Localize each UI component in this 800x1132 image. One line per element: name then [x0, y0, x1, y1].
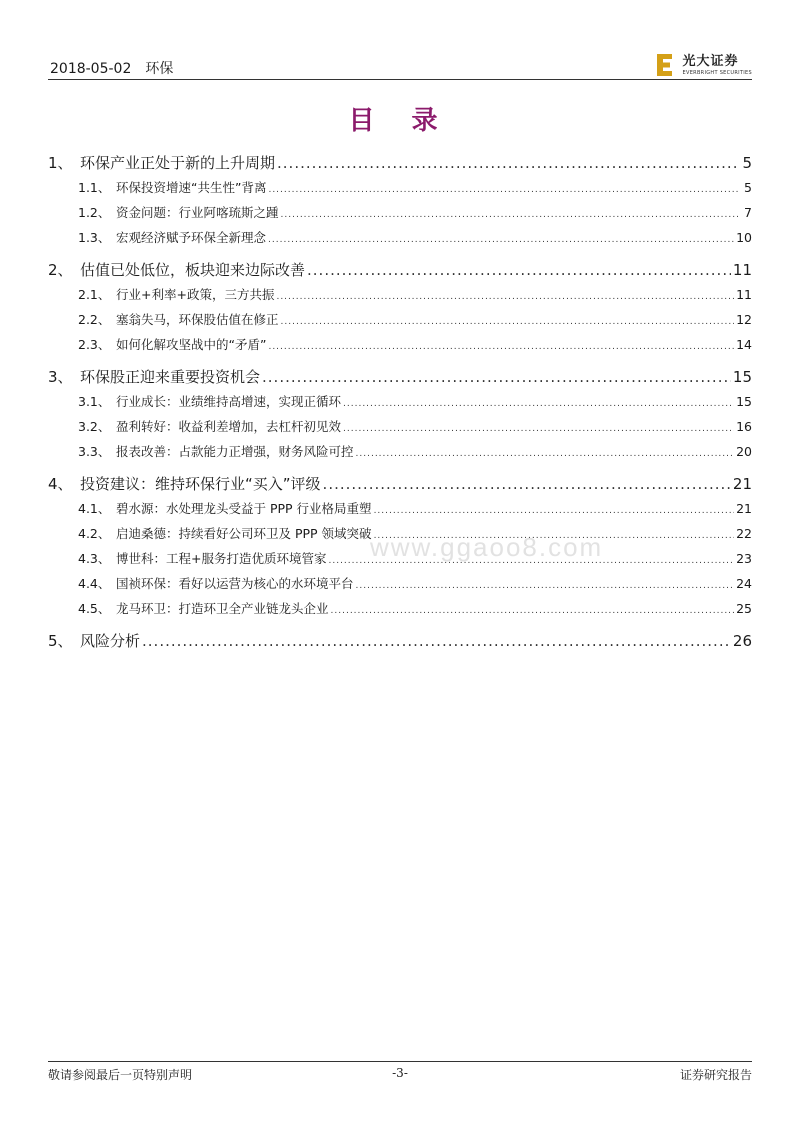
toc-entry-number: 2、: [48, 261, 73, 279]
toc-entry-title: 宏观经济赋予环保全新理念: [116, 230, 267, 245]
footer-divider: [48, 1061, 752, 1062]
toc-entry-number: 3、: [48, 368, 73, 386]
footer-disclaimer: 敬请参阅最后一页特别声明: [48, 1068, 193, 1082]
toc-entry-number: 1.3、: [78, 230, 111, 245]
everbright-logo: [655, 52, 752, 78]
logo-text: [683, 55, 752, 76]
page-number: -3-: [392, 1066, 408, 1080]
toc-entry-title: 风险分析: [80, 632, 141, 650]
toc-entry-page: 25: [736, 601, 752, 616]
toc-leader-dots: [281, 210, 740, 220]
toc-entry-page: 15: [736, 394, 752, 409]
toc-entry-page: 10: [736, 230, 752, 245]
toc-leader-dots: [281, 317, 735, 327]
toc-subsection[interactable]: [48, 335, 752, 360]
toc-entry-page: 24: [736, 576, 752, 591]
toc-entry-page: 16: [736, 419, 752, 434]
logo-name-cn: 光大证券: [682, 53, 739, 69]
toc-section[interactable]: [48, 152, 752, 178]
toc-title: 目 录: [348, 106, 452, 136]
toc-entry-number: 4.3、: [78, 551, 111, 566]
watermark: www.ggaoo8.com: [370, 532, 604, 562]
toc-entry-title: 行业成长：业绩维持高增速，实现正循环: [116, 394, 342, 409]
report-sector: 环保: [145, 61, 174, 77]
toc-entry-number: 4.1、: [78, 501, 111, 516]
toc-leader-dots: [323, 475, 731, 493]
toc-entry-page: 20: [736, 444, 752, 459]
toc-leader-dots: [277, 154, 740, 172]
toc-leader-dots: [262, 368, 731, 386]
toc-entry-number: 4.5、: [78, 601, 111, 616]
toc-entry-number: 4.2、: [78, 526, 111, 541]
logo-name-en: EVERBRIGHT SECURITIES: [682, 69, 752, 76]
toc-entry-page: 11: [736, 287, 752, 302]
footer-report-type: 证券研究报告: [679, 1068, 752, 1082]
toc-subsection[interactable]: [48, 417, 752, 442]
toc-leader-dots: [268, 235, 734, 245]
toc-entry-number: 4.4、: [78, 576, 111, 591]
report-date: 2018-05-02: [50, 61, 132, 77]
toc-leader-dots: [276, 292, 734, 302]
toc-section[interactable]: [48, 259, 752, 285]
toc-subsection[interactable]: [48, 442, 752, 467]
toc-entry-title: 碧水源：水处理龙头受益于 PPP 行业格局重塑: [116, 501, 372, 516]
toc-entry-number: 5、: [48, 632, 73, 650]
toc-entry-title: 估值已处低位，板块迎来边际改善: [80, 261, 306, 279]
toc-entry-number: 3.3、: [78, 444, 111, 459]
toc-subsection[interactable]: [48, 228, 752, 253]
toc-section[interactable]: [48, 366, 752, 392]
toc-entry-page: 14: [736, 337, 752, 352]
toc-entry-title: 环保股正迎来重要投资机会: [80, 368, 261, 386]
toc-entry-title: 塞翁失马，环保股估值在修正: [116, 312, 279, 327]
toc-entry-page: 15: [732, 368, 752, 386]
page-header: [48, 52, 752, 82]
toc-entry-number: 4、: [48, 475, 73, 493]
toc-entry-page: 21: [736, 501, 752, 516]
toc-entry-page: 12: [736, 312, 752, 327]
toc-leader-dots: [268, 342, 734, 352]
toc-entry-title: 行业+利率+政策，三方共振: [116, 287, 275, 302]
toc-entry-number: 1、: [48, 154, 73, 172]
toc-entry-page: 11: [732, 261, 752, 279]
toc-entry-page: 7: [744, 205, 752, 220]
toc-entry-title: 国祯环保：看好以运营为核心的水环境平台: [116, 576, 354, 591]
toc-subsection[interactable]: [48, 310, 752, 335]
logo-icon: [655, 53, 677, 77]
toc-entry-title: 报表改善：占款能力正增强，财务风险可控: [116, 444, 354, 459]
toc-entry-page: 5: [744, 180, 752, 195]
toc-entry-number: 3.2、: [78, 419, 111, 434]
toc-entry-title: 资金问题：行业阿喀琉斯之踵: [116, 205, 279, 220]
toc-leader-dots: [356, 581, 735, 591]
toc-subsection[interactable]: [48, 392, 752, 417]
toc-leader-dots: [356, 449, 735, 459]
toc-entry-number: 1.1、: [78, 180, 111, 195]
toc-subsection[interactable]: [48, 178, 752, 203]
toc-subsection[interactable]: [48, 499, 752, 524]
toc-entry-title: 盈利转好：收益利差增加，去杠杆初见效: [116, 419, 342, 434]
page-footer: [48, 1066, 752, 1086]
toc-leader-dots: [374, 506, 735, 516]
toc-entry-title: 如何化解攻坚战中的“矛盾”: [116, 337, 267, 352]
toc-entry-title: 环保产业正处于新的上升周期: [80, 154, 276, 172]
toc-subsection[interactable]: [48, 203, 752, 228]
toc-entry-page: 22: [736, 526, 752, 541]
toc-leader-dots: [307, 261, 731, 279]
toc-entry-title: 龙马环卫：打造环卫全产业链龙头企业: [116, 601, 329, 616]
toc-entry-page: 21: [732, 475, 752, 493]
toc-entry-page: 23: [736, 551, 752, 566]
toc-entry-number: 3.1、: [78, 394, 111, 409]
toc-subsection[interactable]: [48, 599, 752, 624]
header-meta: [50, 58, 173, 78]
toc-leader-dots: [268, 185, 740, 195]
toc-leader-dots: [331, 606, 735, 616]
toc-entry-page: 26: [732, 632, 752, 650]
toc-entry-number: 2.1、: [78, 287, 111, 302]
toc-section[interactable]: [48, 473, 752, 499]
toc-entry-number: 1.2、: [78, 205, 111, 220]
toc-leader-dots: [343, 424, 734, 434]
toc-entry-page: 5: [742, 154, 752, 172]
toc-entry-number: 2.3、: [78, 337, 111, 352]
toc-subsection[interactable]: [48, 285, 752, 310]
toc-entry-number: 2.2、: [78, 312, 111, 327]
toc-entry-title: 环保投资增速“共生性”背离: [116, 180, 267, 195]
toc-entry-title: 启迪桑德：持续看好公司环卫及 PPP 领域突破: [116, 526, 372, 541]
toc-leader-dots: [142, 632, 731, 650]
toc-entry-title: 博世科：工程+服务打造优质环境管家: [116, 551, 327, 566]
toc-section[interactable]: [48, 630, 752, 656]
toc-subsection[interactable]: [48, 574, 752, 599]
table-of-contents: [48, 152, 752, 656]
header-divider: [48, 79, 752, 80]
toc-leader-dots: [343, 399, 734, 409]
toc-entry-title: 投资建议：维持环保行业“买入”评级: [80, 475, 321, 493]
